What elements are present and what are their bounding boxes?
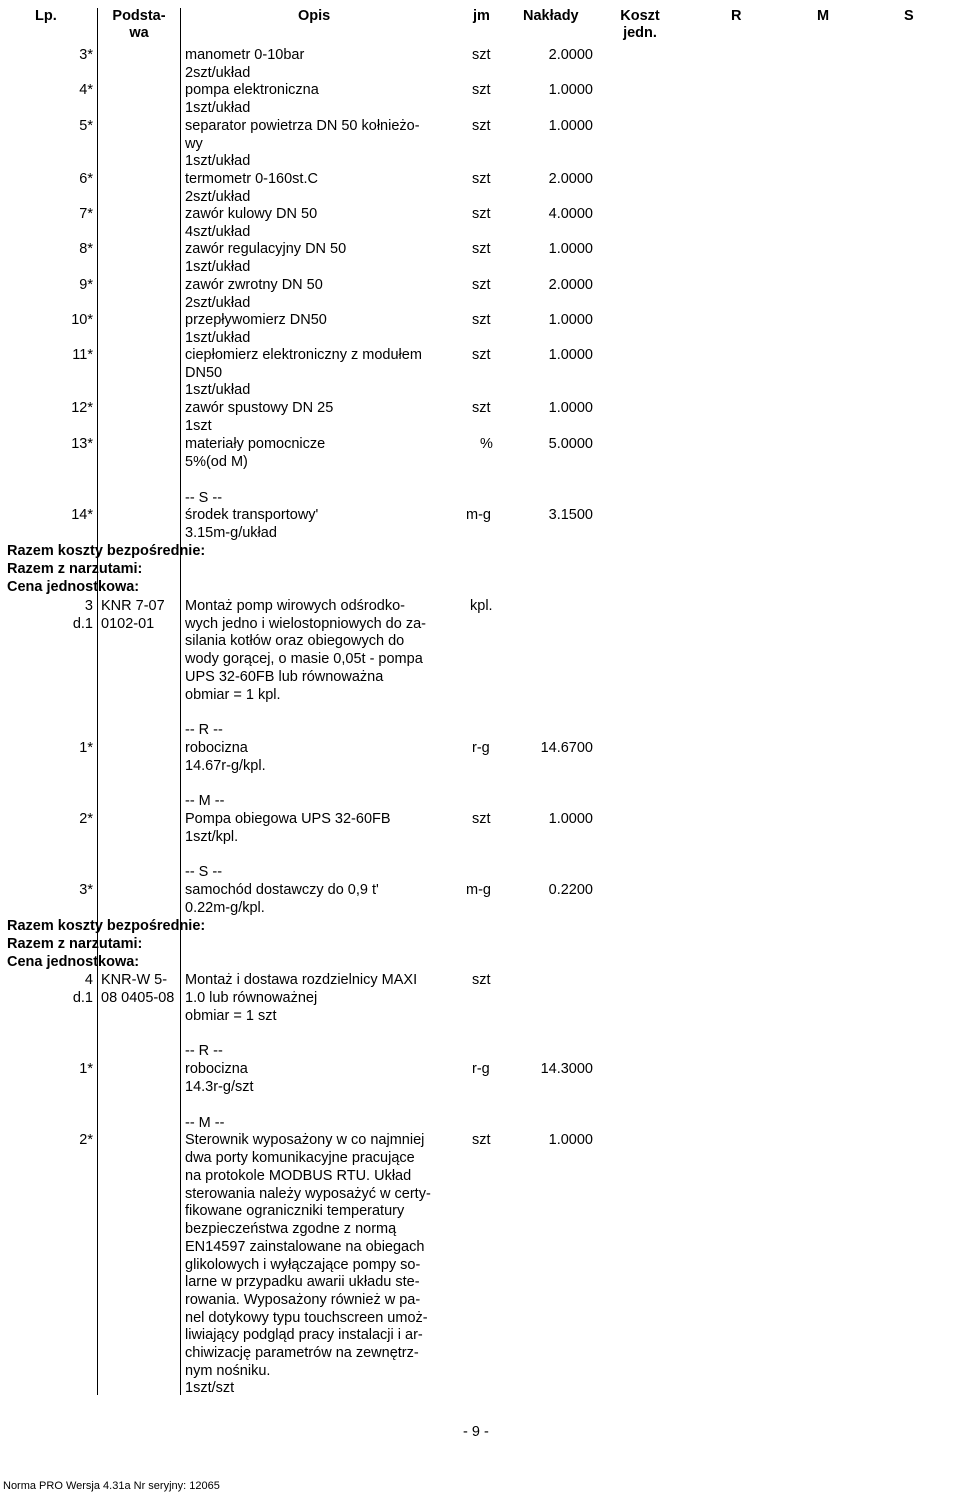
row-description: glikolowych i wyłączające pompy so- [185, 1257, 421, 1273]
row-description: robocizna [185, 740, 248, 756]
column-divider-basis [180, 8, 181, 1395]
row-description: sterowania należy wyposażyć w certy- [185, 1186, 431, 1202]
header-description: Opis [298, 8, 331, 24]
row-unit: szt [472, 347, 491, 363]
row-unit: % [480, 436, 493, 452]
position-description: silania kotłów oraz obiegowych do [185, 633, 405, 649]
section-label: -- R -- [185, 722, 223, 738]
row-value: 4.0000 [548, 206, 593, 222]
row-lp: 2* [79, 811, 93, 827]
row-description: 1szt/układ [185, 100, 251, 116]
row-lp: 2* [79, 1132, 93, 1148]
summary-unit-price: Cena jednostkowa: [7, 579, 140, 595]
row-description: 1szt/układ [185, 259, 251, 275]
row-lp: 1* [79, 1061, 93, 1077]
row-description: środek transportowy' [185, 507, 319, 523]
section-label: -- M -- [185, 793, 225, 809]
row-description: 1szt/kpl. [185, 829, 239, 845]
row-unit: szt [472, 400, 491, 416]
column-divider-lp [97, 8, 98, 1395]
row-description: fikowane ograniczniki temperatury [185, 1203, 405, 1219]
position-unit: kpl. [470, 598, 493, 614]
position-description: 1.0 lub równoważnej [185, 990, 318, 1006]
row-lp: 9* [79, 277, 93, 293]
row-description: larne w przypadku awarii układu ste- [185, 1274, 420, 1290]
row-description: 1szt/układ [185, 330, 251, 346]
row-lp: 1* [79, 740, 93, 756]
row-value: 1.0000 [548, 400, 593, 416]
row-lp: 6* [79, 171, 93, 187]
row-lp: 3* [79, 882, 93, 898]
row-lp: 3* [79, 47, 93, 63]
position-description: wody gorącej, o masie 0,05t - pompa [185, 651, 423, 667]
row-value: 0.2200 [548, 882, 593, 898]
row-description: zawór regulacyjny DN 50 [185, 241, 347, 257]
row-value: 1.0000 [548, 347, 593, 363]
position-sub: d.1 [72, 616, 93, 632]
position-unit: szt [472, 972, 491, 988]
row-unit: szt [472, 1132, 491, 1148]
row-description: zawór kulowy DN 50 [185, 206, 318, 222]
row-description: 2szt/układ [185, 65, 251, 81]
position-description: obmiar = 1 szt [185, 1008, 277, 1024]
row-description: 14.3r-g/szt [185, 1079, 254, 1095]
row-description: 3.15m-g/układ [185, 525, 277, 541]
header-unit-cost-line2: jedn. [623, 25, 657, 41]
row-description: 1szt/układ [185, 382, 251, 398]
position-description: Montaż pomp wirowych odśrodko- [185, 598, 406, 614]
row-value: 5.0000 [548, 436, 593, 452]
row-unit: m-g [466, 507, 491, 523]
row-lp: 4* [79, 82, 93, 98]
position-basis: 08 0405-08 [101, 990, 175, 1006]
row-unit: szt [472, 277, 491, 293]
row-lp: 10* [71, 312, 93, 328]
row-description: zawór zwrotny DN 50 [185, 277, 323, 293]
row-description: nel dotykowy typu touchscreen umoż- [185, 1310, 428, 1326]
position-description: wych jedno i wielostopniowych do za- [185, 616, 426, 632]
header-s: S [904, 8, 914, 24]
row-unit: szt [472, 241, 491, 257]
row-unit: r-g [472, 740, 490, 756]
row-description: Pompa obiegowa UPS 32-60FB [185, 811, 391, 827]
summary-unit-price: Cena jednostkowa: [7, 954, 140, 970]
row-description: na protokole MODBUS RTU. Układ [185, 1168, 412, 1184]
position-description: Montaż i dostawa rozdzielnicy MAXI [185, 972, 418, 988]
position-basis: 0102-01 [101, 616, 155, 632]
row-description: 14.67r-g/kpl. [185, 758, 266, 774]
row-description: 1szt/szt [185, 1380, 235, 1396]
position-basis: KNR 7-07 [101, 598, 165, 614]
row-description: chiwizację parametrów na zewnętrz- [185, 1345, 419, 1361]
row-description: 4szt/układ [185, 224, 251, 240]
row-lp: 11* [72, 347, 93, 363]
software-footer: Norma PRO Wersja 4.31a Nr seryjny: 12065 [3, 1480, 220, 1492]
header-unit-cost-line1: Koszt [620, 8, 660, 24]
row-unit: szt [472, 47, 491, 63]
row-unit: szt [472, 206, 491, 222]
summary-direct-costs: Razem koszty bezpośrednie: [7, 543, 206, 559]
row-value: 1.0000 [548, 241, 593, 257]
row-unit: szt [472, 811, 491, 827]
row-lp: 12* [71, 400, 93, 416]
row-value: 2.0000 [548, 171, 593, 187]
position-description: obmiar = 1 kpl. [185, 687, 281, 703]
row-description: samochód dostawczy do 0,9 t' [185, 882, 379, 898]
header-m: M [817, 8, 830, 24]
row-lp: 7* [79, 206, 93, 222]
row-unit: szt [472, 312, 491, 328]
row-description: termometr 0-160st.C [185, 171, 318, 187]
position-sub: d.1 [72, 990, 93, 1006]
row-value: 14.3000 [540, 1061, 593, 1077]
row-description: rowania. Wyposażony również w pa- [185, 1292, 421, 1308]
row-description: EN14597 zainstalowane na obiegach [185, 1239, 425, 1255]
row-unit: szt [472, 82, 491, 98]
row-unit: szt [472, 118, 491, 134]
row-description: wy [185, 136, 203, 152]
summary-with-markups: Razem z narzutami: [7, 936, 143, 952]
row-unit: m-g [466, 882, 491, 898]
row-description: pompa elektroniczna [185, 82, 319, 98]
row-description: zawór spustowy DN 25 [185, 400, 334, 416]
row-value: 3.1500 [548, 507, 593, 523]
row-unit: r-g [472, 1061, 490, 1077]
row-description: separator powietrza DN 50 kołnieżo- [185, 118, 420, 134]
row-lp: 14* [71, 507, 93, 523]
row-description: robocizna [185, 1061, 248, 1077]
row-description: bezpieczeństwa zgodne z normą [185, 1221, 397, 1237]
row-value: 1.0000 [548, 118, 593, 134]
row-value: 1.0000 [548, 1132, 593, 1148]
header-quantity: Nakłady [523, 8, 579, 24]
row-description: 2szt/układ [185, 295, 251, 311]
row-value: 1.0000 [548, 82, 593, 98]
header-basis-line1: Podsta- [112, 8, 166, 24]
row-description: 0.22m-g/kpl. [185, 900, 265, 916]
row-description: liwiający podgląd pracy instalacji i ar- [185, 1327, 423, 1343]
position-number: 3 [84, 598, 93, 614]
section-label: -- R -- [185, 1043, 223, 1059]
summary-direct-costs: Razem koszty bezpośrednie: [7, 918, 206, 934]
row-description: 1szt [185, 418, 212, 434]
page-number: - 9 - [463, 1424, 489, 1440]
row-lp: 8* [79, 241, 93, 257]
row-lp: 13* [71, 436, 93, 452]
position-number: 4 [84, 972, 93, 988]
row-lp: 5* [79, 118, 93, 134]
row-value: 1.0000 [548, 811, 593, 827]
summary-with-markups: Razem z narzutami: [7, 561, 143, 577]
row-description: manometr 0-10bar [185, 47, 305, 63]
row-description: 2szt/układ [185, 189, 251, 205]
row-value: 1.0000 [548, 312, 593, 328]
row-description: Sterownik wyposażony w co najmniej [185, 1132, 425, 1148]
row-value: 2.0000 [548, 277, 593, 293]
header-basis-line2: wa [129, 25, 149, 41]
header-r: R [731, 8, 742, 24]
row-unit: szt [472, 171, 491, 187]
position-description: UPS 32-60FB lub równoważna [185, 669, 384, 685]
section-label: -- M -- [185, 1115, 225, 1131]
position-basis: KNR-W 5- [101, 972, 168, 988]
row-description: DN50 [185, 365, 223, 381]
row-description: materiały pomocnicze [185, 436, 326, 452]
row-description: ciepłomierz elektroniczny z modułem [185, 347, 422, 363]
row-description: dwa porty komunikacyjne pracujące [185, 1150, 415, 1166]
row-description: 5%(od M) [185, 454, 248, 470]
row-description: nym nośniku. [185, 1363, 271, 1379]
section-label: -- S -- [185, 490, 223, 506]
row-description: 1szt/układ [185, 153, 251, 169]
row-description: przepływomierz DN50 [185, 312, 327, 328]
row-value: 2.0000 [548, 47, 593, 63]
header-lp: Lp. [35, 8, 57, 24]
header-unit: jm [473, 8, 490, 24]
section-label: -- S -- [185, 864, 223, 880]
row-value: 14.6700 [540, 740, 593, 756]
